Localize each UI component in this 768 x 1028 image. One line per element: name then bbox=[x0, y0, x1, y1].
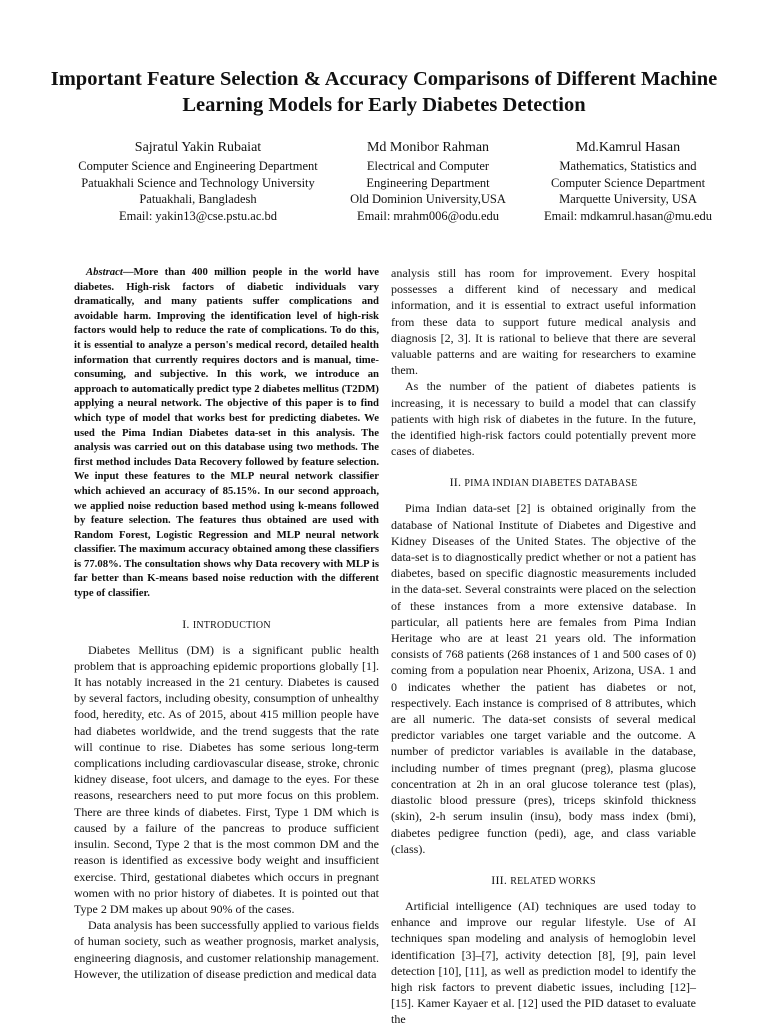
section-title: PIMA INDIAN DIABETES DATABASE bbox=[464, 478, 638, 490]
section-title: RELATED WORKS bbox=[510, 875, 596, 887]
section-number: II. bbox=[449, 475, 462, 490]
paragraph: Pima Indian data-set [2] is obtained originally from the database of National Institute of Diabetes and Digestive and Kidney Diseases of the United States. The objective of the data-set is to diagnostically predict whether or not a patient has diabetes, based on specific diagnostic measurements included in the data-set. Several constraints were placed on the selection of these instances from a more extensive database. In particular, all patients here are females from Pima Indian Heritage who are at least 21 years old. The information consists of 768 patients (268 instances of 1 and 500 cases of 0) coming from a population near Phoenix, Arizona, USA. 1 and 0 indicates whether the patient has diabetes or not, respectively. Each instance is comprised of 8 attributes, which are all numeric. The data-set consists of several medical predictor variables one target variable and the outcome. A number of predictor variables is available in the database, including number of times pregnant (preg), plasma glucose concentration at 2h in an oral glucose tolerance test (plas), diastolic blood pressure (pres), triceps skinfold thickness (skin), 2-h serum insulin (insu), body mass index (bmi), diabetes pedigree function (pedi), age, and class variable (class). bbox=[391, 501, 696, 856]
author-affiliation: Computer Science and Engineering Department bbox=[78, 159, 318, 173]
paragraph: As the number of the patient of diabetes patients is increasing, it is necessary to build a model that can classify patients with high risk of diabetes in the future. In the future, the identified high-risk factors could potentially prevent more cases of diabetes. bbox=[391, 379, 696, 459]
section-number: III. bbox=[491, 872, 508, 887]
section-number: I. bbox=[182, 616, 190, 631]
right-column bbox=[391, 265, 696, 1028]
left-column bbox=[74, 265, 379, 982]
section-heading-pima-database bbox=[391, 475, 696, 490]
author-3 bbox=[528, 138, 728, 224]
paragraph: analysis still has room for improvement. Every hospital possesses a different kind of necessary and medical information, and it is essential to extract useful information from these data to support future medical analysis and diagnosis [2, 3]. It is rational to believe that there are several valuable patterns and are waiting for researchers to examine them. bbox=[391, 266, 696, 378]
section-heading-related-works bbox=[391, 873, 696, 888]
author-2 bbox=[333, 138, 523, 224]
section-heading-introduction bbox=[74, 617, 379, 632]
author-email: Email: yakin13@cse.pstu.ac.bd bbox=[118, 208, 277, 223]
author-email: Email: mdkamrul.hasan@mu.edu bbox=[543, 208, 713, 223]
author-location: Old Dominion University,USA bbox=[350, 192, 506, 206]
author-location: Marquette University, USA bbox=[559, 192, 697, 206]
author-affiliation: Engineering Department bbox=[366, 175, 490, 190]
author-affiliation: Patuakhali Science and Technology University bbox=[81, 175, 315, 190]
author-name: Md.Kamrul Hasan bbox=[575, 140, 681, 155]
abstract bbox=[74, 265, 379, 601]
abstract-label: Abstract bbox=[86, 266, 123, 278]
author-affiliation: Mathematics, Statistics and bbox=[559, 159, 697, 173]
author-block bbox=[40, 138, 728, 224]
abstract-text: —More than 400 million people in the world have diabetes. High-risk factors of diabetic individuals vary dramatically, and many patients suffer complications and avoidable harm. Improving the identification level of high-risk factors would help to reduce the rate of complications. To do this, it is essential to analyze a person's medical record, detailed health information that currently requires doctors and is manual, time-consuming, and subjective. In this work, we introduce an approach to automatically predict type 2 diabetes mellitus (T2DM) applying a neural network. The objective of this paper is to find which type of model that works best for predicting diabetes. We used the Pima Indian Diabetes data-set in this analysis. The analysis was carried out on this database using two methods. The first method includes Data Recovery followed by feature selection. We input these features to the MLP neural network classifier which achieved an accuracy of 85.15%. In our second approach, we applied noise reduction based method using k-means followed by feature selection. The features thus obtained are used with Random Forest, Logistic Regression and MLP neural network classifier. The maximum accuracy obtained among these classifiers is 77.08%. The consultation shows why Data recovery with MLP is far better than K-means based noise reduction with the different type of classifier. bbox=[74, 266, 379, 600]
paper-title: Important Feature Selection & Accuracy Comparisons of Different Machine Learning Models for Early Diabetes Detection bbox=[50, 68, 718, 116]
author-1 bbox=[68, 138, 328, 224]
paragraph: Data analysis has been successfully applied to various fields of human society, such as weather prognosis, market analysis, engineering diagnosis, and customer relationship management. However, the utilization of disease prediction and medical data bbox=[74, 918, 379, 981]
paragraph: Artificial intelligence (AI) techniques are used today to enhance and improve our regular lifestyle. Use of AI techniques span modeling and analysis of hemoglobin level identification [3]–[7], activity detection [8], [9], pain level detection [10], [11], as well as prediction model to identify the high risk factors to prevent diabetic issues, including [12]–[15]. Kamer Kayaer et al. [12] used the PID dataset to evaluate the bbox=[391, 898, 696, 1027]
author-location: Patuakhali, Bangladesh bbox=[139, 192, 257, 206]
author-email: Email: mrahm006@odu.edu bbox=[356, 208, 500, 223]
paragraph: Diabetes Mellitus (DM) is a significant public health problem that is approaching epidemic proportions globally [1]. It has notably increased in the 21 century. Diabetes is caused by several factors, including obesity, consumption of unhealthy food, heredity, etc. As of 2015, about 415 million people have had diabetes worldwide, and the trend suggests that the rate will continue to rise. Diabetes has some serious long-term complications including cardiovascular disease, stroke, chronic kidney disease, foot ulcers, and damage to the eyes. For these reasons, researchers need to put more focus on this problem. There are three kinds of diabetes. First, Type 1 DM which is caused by a failure of the pancreas to produce sufficient insulin. Second, Type 2 that is the most common DM and the reason is identified as excessive body weight and insufficient exercise. Third, gestational diabetes which occurs in pregnant women with no prior history of diabetes. It is pointed out that Type 2 DM makes up about 90% of the cases. bbox=[74, 642, 379, 916]
author-name: Sajratul Yakin Rubaiat bbox=[134, 140, 262, 155]
section-title: INTRODUCTION bbox=[192, 619, 271, 631]
author-affiliation: Computer Science Department bbox=[550, 175, 706, 190]
author-name: Md Monibor Rahman bbox=[366, 140, 490, 155]
author-affiliation: Electrical and Computer bbox=[366, 159, 490, 173]
